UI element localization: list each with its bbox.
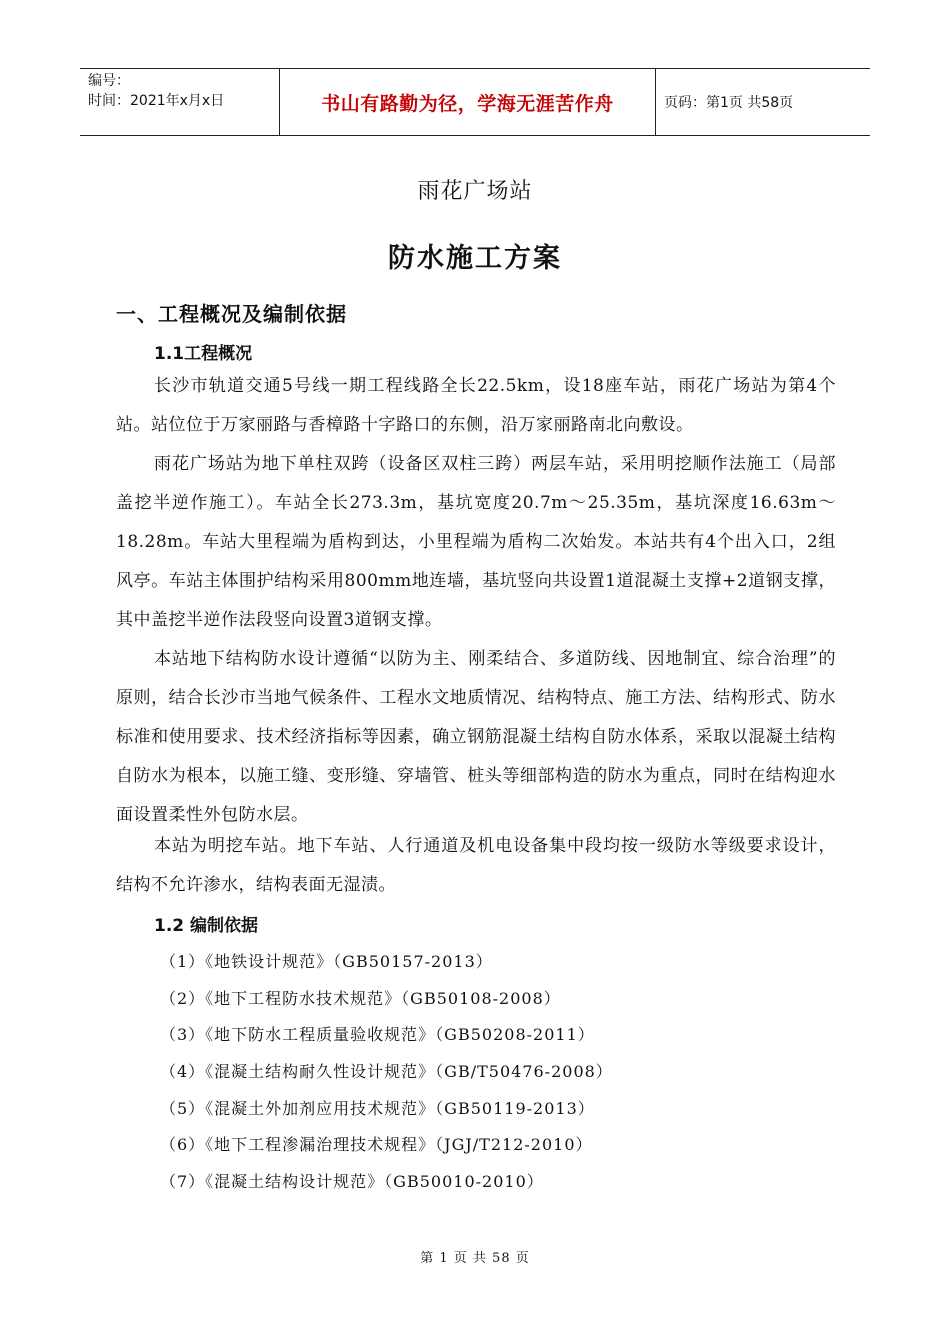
- page-footer: 第 1 页 共 58 页: [420, 1251, 530, 1266]
- header-page-info: 页码：第1页 共58页: [664, 95, 794, 111]
- paragraph-3: 本站地下结构防水设计遵循“以防为主、刚柔结合、多道防线、因地制宜、综合治理”的原则，结合长沙市当地气候条件、工程水文地质情况、结构特点、施工方法、结构形式、防水标准和使用要求、技术经济指标等因素，确立钢筋混凝土结构自防水体系，采取以混凝土结构自防水为根本，以施工缝、变形缝、穿墙管、桩头等细部构造的防水为重点，同时在结构迎水面设置柔性外包防水层。: [116, 649, 836, 825]
- paragraph-1: 长沙市轨道交通5号线一期工程线路全长22.5km，设18座车站，雨花广场站为第4个站。站位位于万家丽路与香樟路十字路口的东侧，沿万家丽路南北向敷设。: [116, 376, 836, 435]
- subsection-heading-basis: 1.2 编制依据: [154, 916, 259, 936]
- document-title: 防水施工方案: [388, 243, 562, 274]
- paragraph-2: 雨花广场站为地下单柱双跨（设备区双柱三跨）两层车站，采用明挖顺作法施工（局部盖挖半逆作施工）。车站全长273.3m，基坑宽度20.7m～25.35m，基坑深度16.63m～18.28m。车站大里程端为盾构到达，小里程端为盾构二次始发。本站共有4个出入口，2组风亭。车站主体围护结构采用800mm地连墙，基坑竖向共设置1道混凝土支撑+2道钢支撑，其中盖挖半逆作法段竖向设置3道钢支撑。: [116, 454, 836, 630]
- page-header: [80, 68, 870, 136]
- section-heading: 一、工程概况及编制依据: [116, 302, 347, 326]
- reference-item: （4）《混凝土结构耐久性设计规范》（GB/T50476-2008）: [160, 1062, 613, 1081]
- header-time-label: 时间：2021年x月x日: [88, 93, 225, 109]
- reference-item: （3）《地下防水工程质量验收规范》（GB50208-2011）: [160, 1025, 595, 1044]
- reference-item: （1）《地铁设计规范》（GB50157-2013）: [160, 952, 493, 971]
- header-meta-cell: [80, 69, 280, 135]
- reference-item: （2）《地下工程防水技术规范》（GB50108-2008）: [160, 989, 561, 1008]
- paragraph-4: 本站为明挖车站。地下车站、人行通道及机电设备集中段均按一级防水等级要求设计，结构不允许渗水，结构表面无湿渍。: [116, 836, 836, 895]
- document-subtitle: 雨花广场站: [417, 179, 533, 204]
- reference-item: （5）《混凝土外加剂应用技术规范》（GB50119-2013）: [160, 1099, 595, 1118]
- reference-item: （7）《混凝土结构设计规范》（GB50010-2010）: [160, 1172, 544, 1191]
- subsection-heading-overview: 1.1工程概况: [154, 344, 253, 364]
- header-motto: 书山有路勤为径，学海无涯苦作舟: [280, 69, 656, 135]
- header-number-label: 编号：: [88, 73, 130, 89]
- reference-item: （6）《地下工程渗漏治理技术规程》（JGJ/T212-2010）: [160, 1135, 593, 1154]
